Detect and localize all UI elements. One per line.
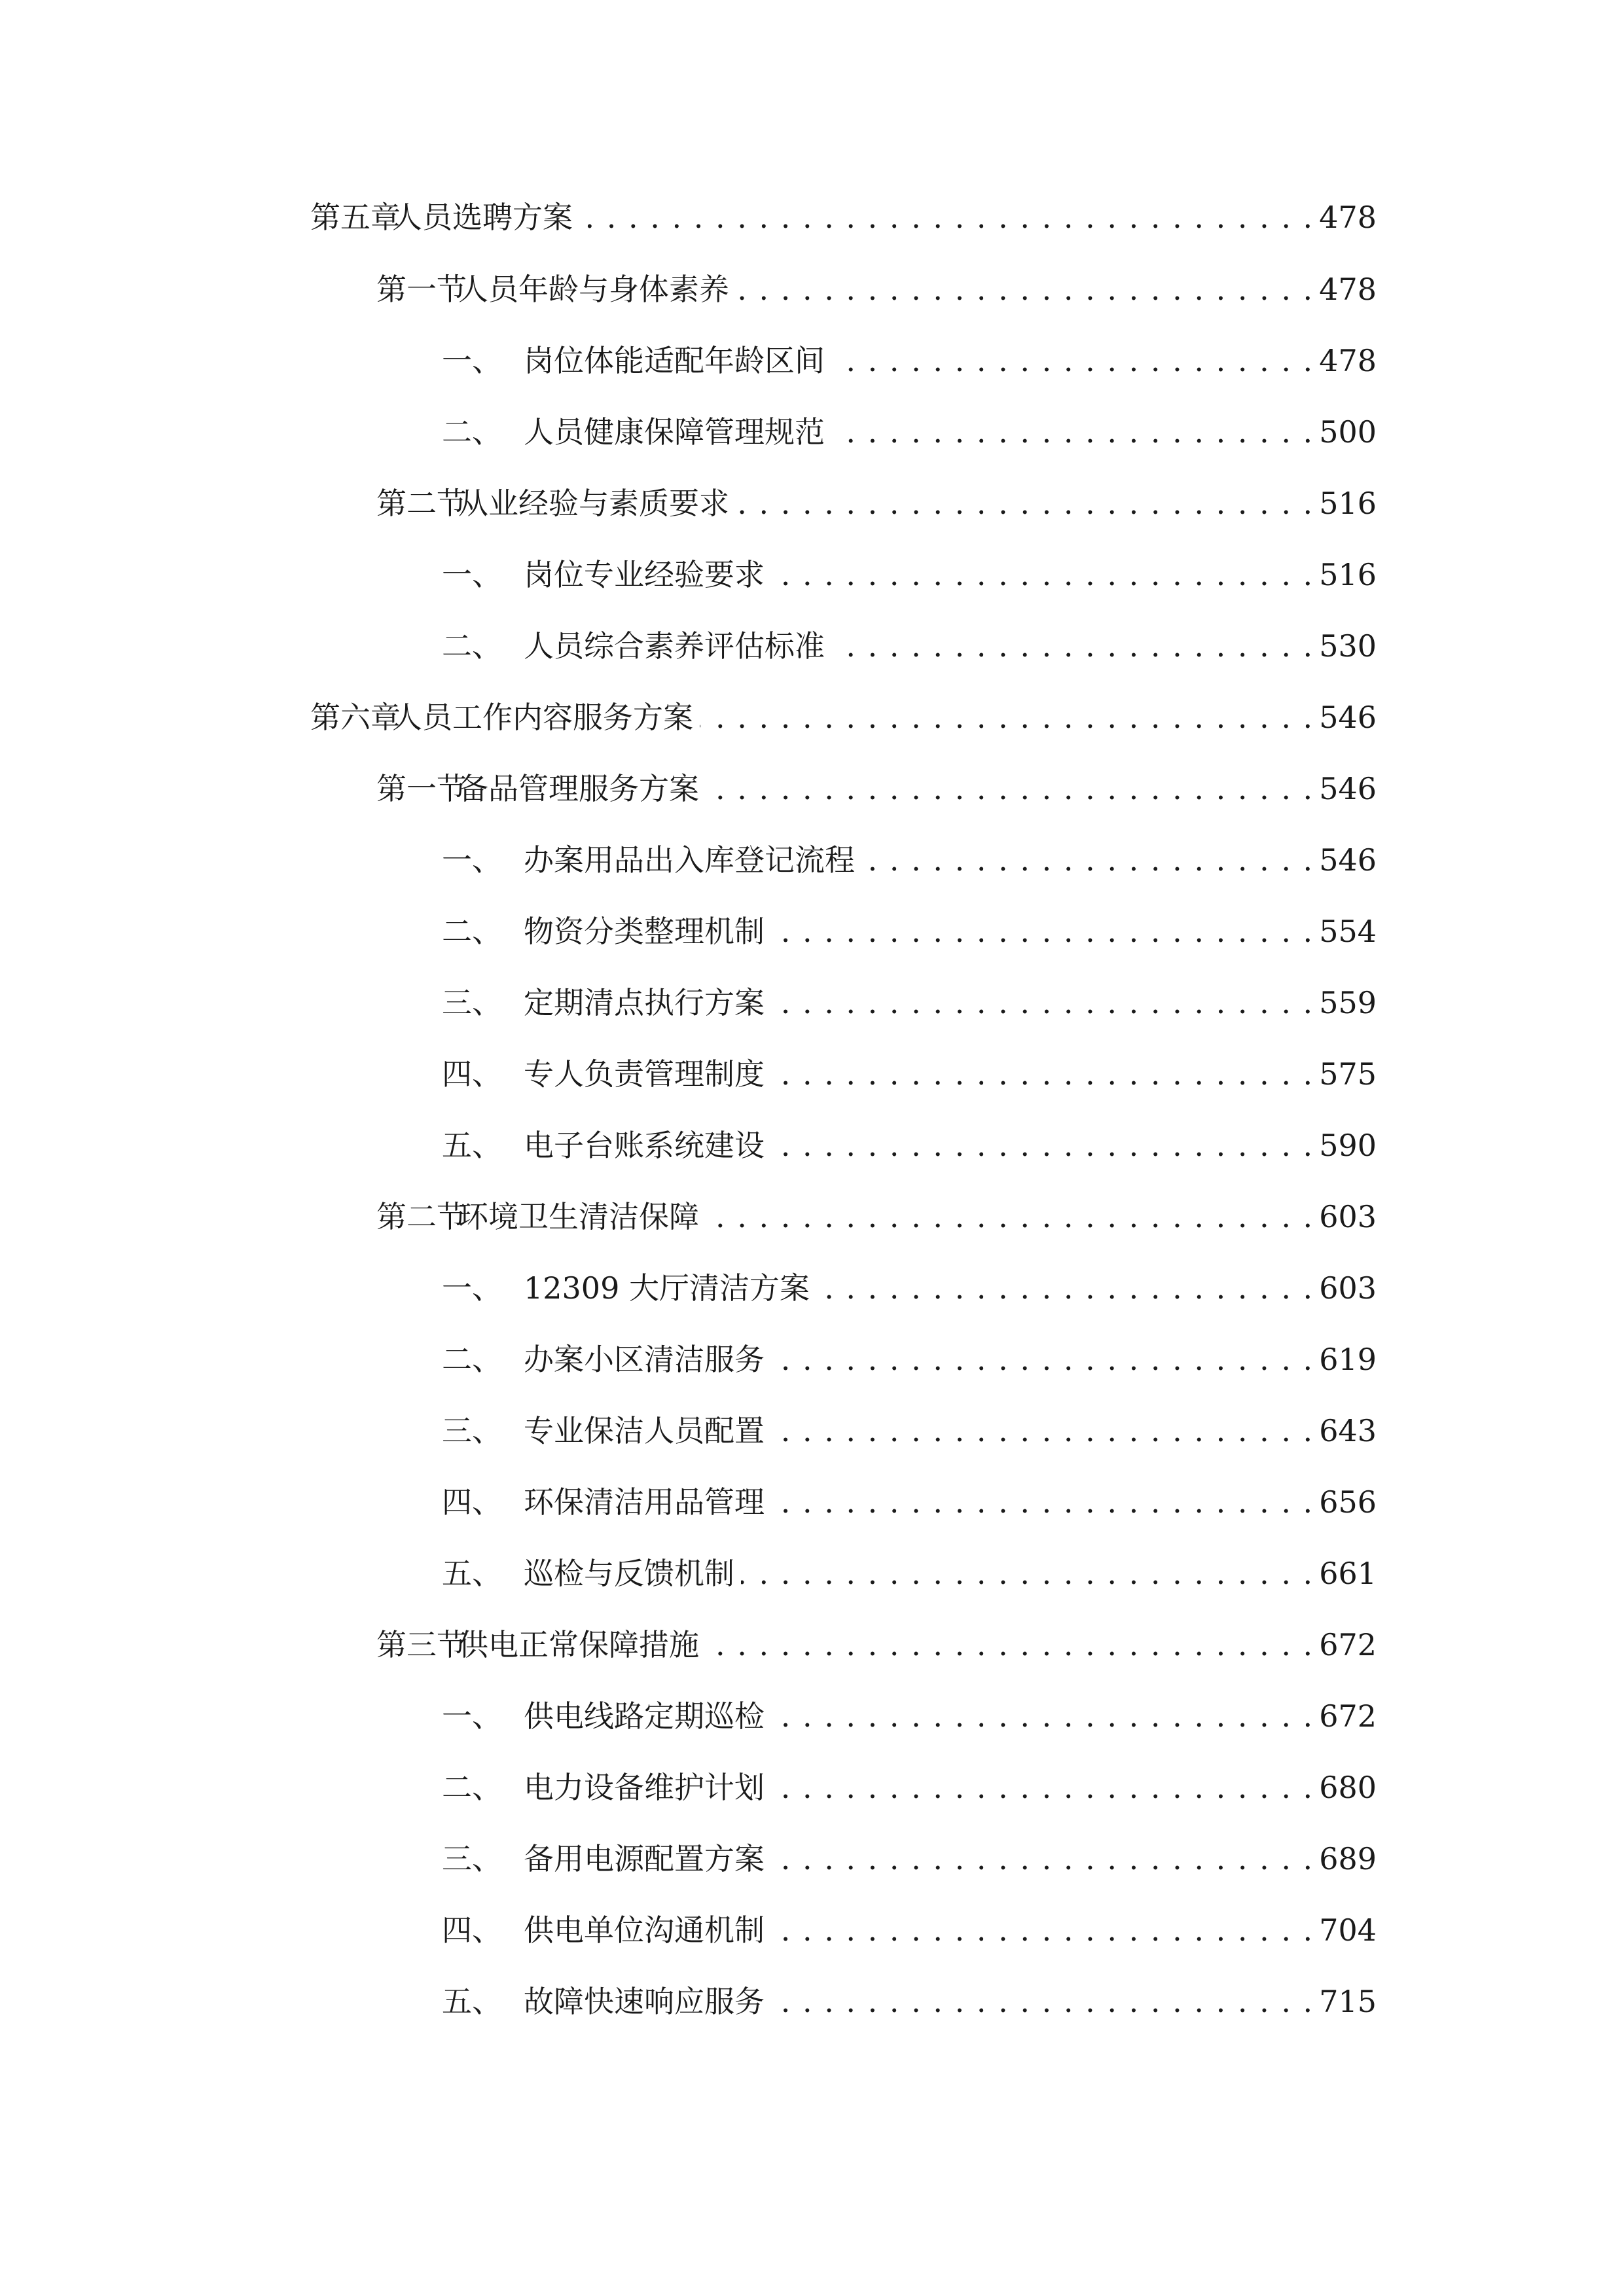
toc-item[interactable]	[442, 1690, 1377, 1742]
toc-leader-dots	[771, 548, 1314, 601]
toc-page-number: 575	[1319, 1056, 1377, 1092]
toc-leader-dots	[771, 1761, 1314, 1814]
toc-leader-dots	[831, 334, 1314, 387]
toc-leader-dots	[700, 691, 1314, 744]
toc-page-number: 516	[1319, 557, 1377, 592]
toc-leader-dots	[736, 263, 1314, 315]
toc-title: 岗位专业经验要求	[524, 557, 765, 592]
toc-number: 四、	[442, 1056, 502, 1092]
toc-title: 供电正常保障措施	[458, 1627, 699, 1662]
toc-title: 备品管理服务方案	[458, 771, 699, 806]
toc-page-number: 656	[1319, 1484, 1377, 1520]
toc-item[interactable]	[442, 1833, 1377, 1885]
toc-leader-dots	[771, 905, 1314, 958]
toc-page-number: 643	[1319, 1413, 1377, 1448]
toc-chapter-5[interactable]	[310, 191, 1377, 243]
toc-title: 从业经验与素质要求	[458, 486, 729, 521]
toc-page-number: 603	[1319, 1270, 1377, 1306]
toc-title: 巡检与反馈机制	[524, 1556, 734, 1591]
toc-title: 人员选聘方案	[392, 200, 573, 235]
toc-page-number: 661	[1319, 1556, 1377, 1591]
toc-section[interactable]	[376, 263, 1377, 315]
toc-item[interactable]	[442, 1333, 1377, 1386]
toc-leader-dots	[861, 834, 1314, 886]
toc-page-number: 603	[1319, 1199, 1377, 1234]
toc-title: 人员综合素养评估标准	[524, 628, 825, 664]
toc-leader-dots	[579, 191, 1314, 243]
toc-number: 第一节	[376, 771, 467, 806]
toc-item[interactable]	[442, 548, 1377, 601]
toc-title: 电子台账系统建设	[524, 1128, 765, 1163]
toc-item[interactable]	[442, 1119, 1377, 1172]
toc-page-number: 546	[1319, 700, 1377, 735]
toc-title: 办案用品出入库登记流程	[524, 842, 855, 878]
toc-number: 二、	[442, 628, 502, 664]
toc-title: 故障快速响应服务	[524, 1984, 765, 2019]
toc-page-number: 715	[1319, 1984, 1377, 2019]
toc-leader-dots	[816, 1262, 1314, 1314]
toc-number: 五、	[442, 1128, 502, 1163]
toc-number: 二、	[442, 414, 502, 450]
toc-title: 人员工作内容服务方案	[392, 700, 693, 735]
toc-number: 二、	[442, 914, 502, 949]
toc-item[interactable]	[442, 1476, 1377, 1528]
toc-page-number: 704	[1319, 1912, 1377, 1948]
toc-number: 五、	[442, 1984, 502, 2019]
toc-item[interactable]	[442, 834, 1377, 886]
toc-number: 一、	[442, 1698, 502, 1734]
toc-title: 岗位体能适配年龄区间	[524, 343, 825, 378]
toc-leader-dots	[771, 1833, 1314, 1885]
toc-page-number: 619	[1319, 1342, 1377, 1377]
toc-item[interactable]	[442, 1048, 1377, 1100]
toc-item[interactable]	[442, 1547, 1377, 1600]
toc-item[interactable]	[442, 334, 1377, 387]
toc-item[interactable]	[442, 1904, 1377, 1956]
toc-number: 第一节	[376, 272, 467, 307]
toc-number: 三、	[442, 1841, 502, 1876]
toc-leader-dots	[741, 1547, 1314, 1600]
toc-number: 三、	[442, 985, 502, 1020]
toc-leader-dots	[771, 977, 1314, 1029]
toc-section[interactable]	[376, 477, 1377, 529]
toc-leader-dots	[831, 406, 1314, 458]
toc-title: 备用电源配置方案	[524, 1841, 765, 1876]
toc-title: 12309 大厅清洁方案	[524, 1270, 810, 1306]
toc-item[interactable]	[442, 905, 1377, 958]
toc-page-number: 516	[1319, 486, 1377, 521]
toc-page-number: 672	[1319, 1698, 1377, 1734]
toc-section[interactable]	[376, 1619, 1377, 1671]
toc-section[interactable]	[376, 1191, 1377, 1243]
toc-title: 环境卫生清洁保障	[458, 1199, 699, 1234]
toc-leader-dots	[771, 1048, 1314, 1100]
toc-leader-dots	[771, 1904, 1314, 1956]
toc-page-number: 689	[1319, 1841, 1377, 1876]
toc-page-number: 478	[1319, 343, 1377, 378]
toc-number: 一、	[442, 343, 502, 378]
toc-leader-dots	[771, 1405, 1314, 1457]
toc-title: 专业保洁人员配置	[524, 1413, 765, 1448]
toc-leader-dots	[771, 1333, 1314, 1386]
toc-number: 第二节	[376, 486, 467, 521]
toc-page-number: 530	[1319, 628, 1377, 664]
toc-leader-dots	[706, 1619, 1314, 1671]
toc-title: 供电线路定期巡检	[524, 1698, 765, 1734]
toc-page-number: 554	[1319, 914, 1377, 949]
toc-title: 人员健康保障管理规范	[524, 414, 825, 450]
toc-number: 第二节	[376, 1199, 467, 1234]
toc-leader-dots	[736, 477, 1314, 529]
toc-leader-dots	[771, 1119, 1314, 1172]
toc-number: 一、	[442, 1270, 502, 1306]
toc-page-number: 680	[1319, 1770, 1377, 1805]
toc-leader-dots	[831, 620, 1314, 672]
toc-title: 环保清洁用品管理	[524, 1484, 765, 1520]
toc-page-number: 500	[1319, 414, 1377, 450]
toc-title: 供电单位沟通机制	[524, 1912, 765, 1948]
toc-leader-dots	[706, 762, 1314, 815]
toc-item[interactable]	[442, 1761, 1377, 1814]
toc-page-number: 478	[1319, 272, 1377, 307]
toc-item[interactable]	[442, 620, 1377, 672]
toc-title: 人员年龄与身体素养	[458, 272, 729, 307]
toc-leader-dots	[771, 1476, 1314, 1528]
toc-item[interactable]	[442, 1405, 1377, 1457]
toc-leader-dots	[771, 1975, 1314, 2028]
toc-number: 第五章	[310, 200, 401, 235]
toc-number: 二、	[442, 1770, 502, 1805]
toc-page-number: 546	[1319, 771, 1377, 806]
toc-title: 电力设备维护计划	[524, 1770, 765, 1805]
toc-page-number: 590	[1319, 1128, 1377, 1163]
toc-number: 第三节	[376, 1627, 467, 1662]
toc-leader-dots	[771, 1690, 1314, 1742]
toc-page-number: 546	[1319, 842, 1377, 878]
toc-number: 四、	[442, 1484, 502, 1520]
toc-chapter-6[interactable]	[310, 691, 1377, 744]
toc-number: 四、	[442, 1912, 502, 1948]
toc-item[interactable]	[442, 977, 1377, 1029]
toc-number: 五、	[442, 1556, 502, 1591]
toc-title: 物资分类整理机制	[524, 914, 765, 949]
toc-number: 一、	[442, 557, 502, 592]
toc-section[interactable]	[376, 762, 1377, 815]
toc-item[interactable]	[442, 1975, 1377, 2028]
toc-page-number: 672	[1319, 1627, 1377, 1662]
toc-title: 专人负责管理制度	[524, 1056, 765, 1092]
toc-number: 一、	[442, 842, 502, 878]
toc-number: 第六章	[310, 700, 401, 735]
toc-item[interactable]	[442, 1262, 1377, 1314]
toc-item[interactable]	[442, 406, 1377, 458]
toc-leader-dots	[706, 1191, 1314, 1243]
toc-number: 三、	[442, 1413, 502, 1448]
toc-page-number: 559	[1319, 985, 1377, 1020]
toc-page-number: 478	[1319, 200, 1377, 235]
toc-number: 二、	[442, 1342, 502, 1377]
toc-title: 办案小区清洁服务	[524, 1342, 765, 1377]
toc-title: 定期清点执行方案	[524, 985, 765, 1020]
